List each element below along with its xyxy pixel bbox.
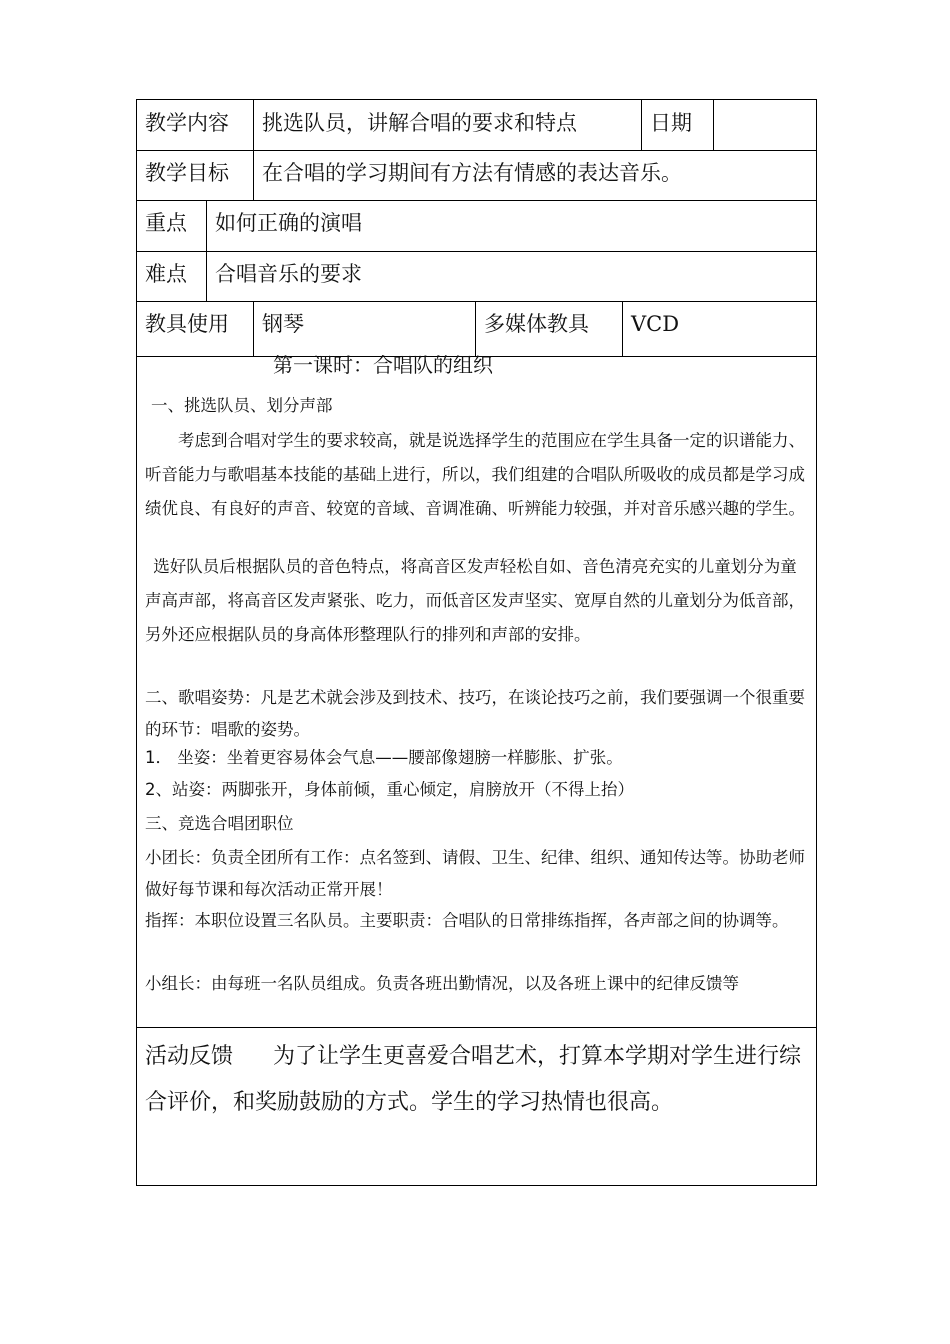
col-divider <box>713 100 714 150</box>
difficulty-value: 合唱音乐的要求 <box>215 262 362 286</box>
feedback-text: 为了让学生更喜爱合唱艺术，打算本学期对学生进行综合评价，和奖励鼓励的方式。学生的学习热情也很高。 <box>145 1044 802 1115</box>
feedback-label: 活动反馈 <box>145 1044 234 1069</box>
teaching-aids-value: 钢琴 <box>262 312 304 336</box>
difficulty-label: 难点 <box>145 262 187 286</box>
teaching-content-value: 挑选队员，讲解合唱的要求和特点 <box>262 111 577 135</box>
date-label: 日期 <box>650 111 692 135</box>
sitting-posture: 1． 坐姿：坐着更容易体会气息——腰部像翅膀一样膨胀、扩张。 <box>145 748 623 767</box>
section-3-heading: 三、竞选合唱团职位 <box>145 814 294 833</box>
standing-posture: 2、站姿：两脚张开，身体前倾，重心倾定，肩膀放开（不得上抬） <box>145 780 634 799</box>
activity-feedback <box>145 1034 808 1126</box>
col-divider <box>253 100 254 200</box>
paragraph-1: 考虑到合唱对学生的要求较高，就是说选择学生的范围应在学生具备一定的识谱能力、听音能力与歌唱基本技能的基础上进行，所以，我们组建的合唱队所吸收的成员都是学习成绩优良、有良好的声音、较宽的音域、音调准确、听辨能力较强，并对音乐感兴趣的学生。 <box>145 431 805 518</box>
teaching-goal-value: 在合唱的学习期间有方法有情感的表达音乐。 <box>262 161 682 185</box>
section-2-heading: 二、歌唱姿势：凡是艺术就会涉及到技术、技巧，在谈论技巧之前，我们要强调一个很重要的环节：唱歌的姿势。 <box>145 688 805 739</box>
row-divider <box>137 1027 816 1028</box>
row-divider <box>137 301 816 302</box>
teaching-goal-label: 教学目标 <box>145 161 229 185</box>
lesson-plan-table <box>136 99 817 1186</box>
col-divider <box>622 301 623 356</box>
role-leader: 小团长：负责全团所有工作：点名签到、请假、卫生、纪律、组织、通知传达等。协助老师做好每节课和每次活动正常开展！ <box>145 848 805 899</box>
col-divider <box>253 301 254 356</box>
col-divider <box>206 200 207 301</box>
col-divider <box>641 100 642 150</box>
role-conductor: 指挥：本职位设置三名队员。主要职责：合唱队的日常排练指挥，各声部之间的协调等。 <box>145 911 789 930</box>
paragraph-2: 选好队员后根据队员的音色特点，将高音区发声轻松自如、音色清亮充实的儿童划分为童声高声部，将高音区发声紧张、吃力，而低音区发声坚实、宽厚自然的儿童划分为低音部，另外还应根据队员的身高体形整理队行的排列和声部的安排。 <box>145 557 805 644</box>
row-divider <box>137 150 816 151</box>
row-divider <box>137 251 816 252</box>
col-divider <box>475 301 476 356</box>
multimedia-label: 多媒体教具 <box>484 312 589 336</box>
key-point-value: 如何正确的演唱 <box>215 211 362 235</box>
role-group-leader: 小组长：由每班一名队员组成。负责各班出勤情况，以及各班上课中的纪律反馈等 <box>145 974 739 993</box>
multimedia-value: VCD <box>631 312 680 336</box>
lesson-title: 第一课时：合唱队的组织 <box>273 353 493 377</box>
key-point-label: 重点 <box>145 211 187 235</box>
section-1-heading: 一、挑选队员、划分声部 <box>151 396 333 415</box>
row-divider <box>137 200 816 201</box>
teaching-content-label: 教学内容 <box>145 111 229 135</box>
teaching-aids-label: 教具使用 <box>145 312 229 336</box>
